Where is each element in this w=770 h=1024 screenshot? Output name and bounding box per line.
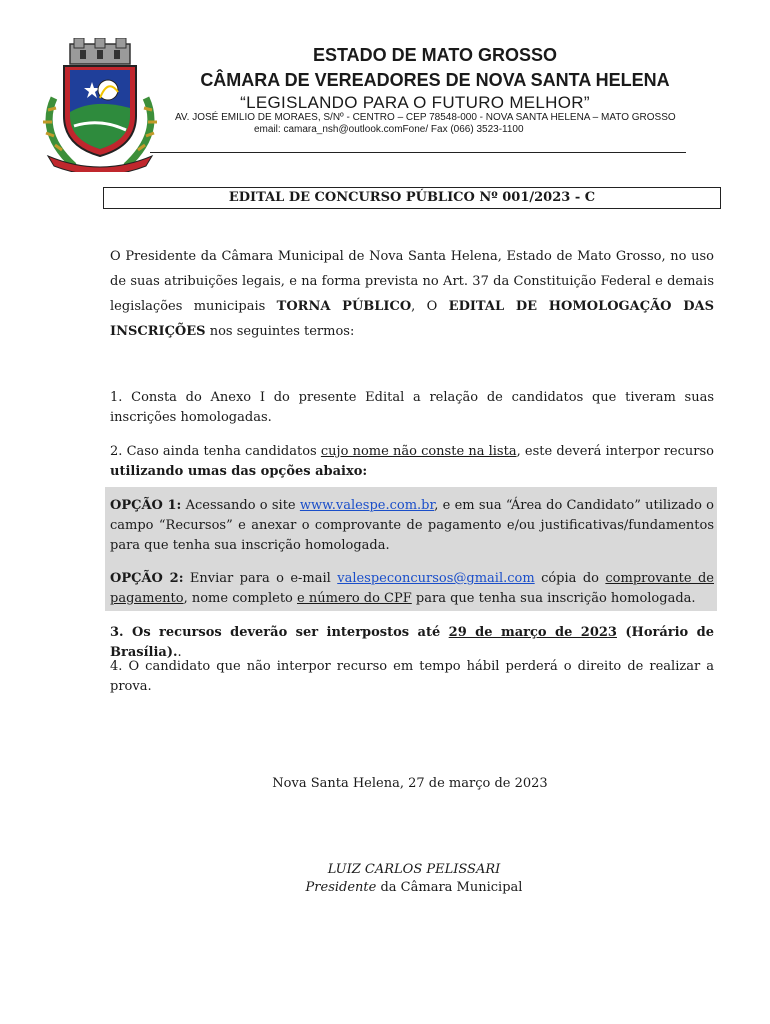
- item-2-underlined: cujo nome não conste na lista: [320, 444, 517, 459]
- item-2-bold: utilizando umas das opções abaixo:: [110, 464, 368, 479]
- torna-publico-text: TORNA PÚBLICO: [276, 299, 412, 314]
- signatory-role: Presidente da Câmara Municipal: [305, 880, 523, 895]
- valespe-site-link[interactable]: www.valespe.com.br: [299, 498, 435, 513]
- edital-homologacao-text: EDITAL DE HOMOLOGAÇÃO DAS INSCRIÇÕES: [110, 299, 714, 339]
- signatory-name: LUIZ CARLOS PELISSARI: [327, 862, 501, 877]
- header-state: ESTADO DE MATO GROSSO: [312, 45, 558, 65]
- option-2-label: OPÇÃO 2:: [110, 571, 184, 586]
- header-divider: [150, 152, 686, 153]
- place-date: Nova Santa Helena, 27 de março de 2023: [272, 776, 548, 791]
- item-2: 2. Caso ainda tenha candidatos cujo nome não conste na lista, este deverá interpor recurso utilizando umas das opções abaixo:: [110, 444, 714, 479]
- intro-paragraph: O Presidente da Câmara Municipal de Nova Santa Helena, Estado de Mato Grosso, no uso de suas atribuições legais, e na forma prevista no Art. 37 da Constituição Federal e demais legislações municipais TORNA PÚBLICO, O EDITAL DE HOMOLOGAÇÃO DAS INSCRIÇÕES nos seguintes termos:: [110, 249, 714, 339]
- header-motto: “LEGISLANDO PARA O FUTURO MELHOR”: [240, 93, 590, 112]
- option-1-label: OPÇÃO 1:: [110, 498, 182, 513]
- option-1: OPÇÃO 1: Acessando o site www.valespe.com.br, e em sua “Área do Candidato” utilizado o campo “Recursos” e anexar o comprovante de pagamento e/ou justificativas/fundamentos para que tenha sua inscrição homologada.: [110, 498, 714, 553]
- header-contact: email: camara_nsh@outlook.comFone/ Fax (066) 3523-1100: [254, 124, 524, 135]
- item-3: 3. Os recursos deverão ser interpostos até 29 de março de 2023 (Horário de Brasília)..: [110, 625, 715, 660]
- deadline-date: 29 de março de 2023: [448, 625, 617, 640]
- header-address: AV. JOSÉ EMILIO DE MORAES, S/Nº - CENTRO – CEP 78548-000 - NOVA SANTA HELENA – MATO GROSSO: [175, 112, 676, 123]
- item-1: 1. Consta do Anexo I do presente Edital a relação de candidatos que tiveram suas inscrições homologadas.: [110, 390, 714, 425]
- valespe-email-link[interactable]: valespeconcursos@gmail.com: [337, 571, 535, 586]
- header-chamber: CÂMARA DE VEREADORES DE NOVA SANTA HELENA: [200, 70, 670, 90]
- option-2: OPÇÃO 2: Enviar para o e-mail valespeconcursos@gmail.com cópia do comprovante de pagamento, nome completo e número do CPF para que tenha sua inscrição homologada.: [110, 571, 714, 606]
- document-title: EDITAL DE CONCURSO PÚBLICO Nº 001/2023 - C: [103, 187, 721, 209]
- item-4: 4. O candidato que não interpor recurso em tempo hábil perderá o direito de realizar a prova.: [110, 659, 714, 694]
